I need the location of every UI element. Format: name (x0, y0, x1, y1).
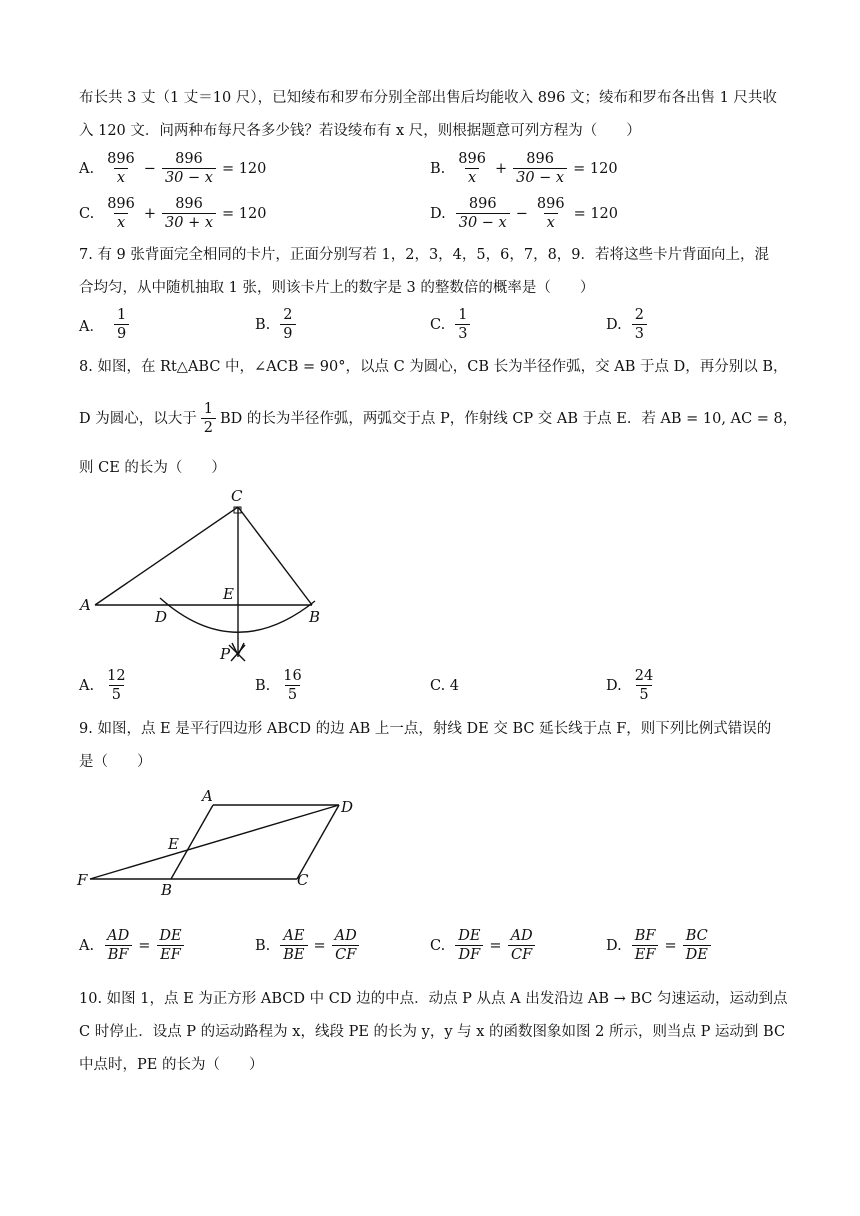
label-d: D (155, 608, 168, 626)
q7-option-d[interactable]: D. $\frac{2}{3}$ (606, 306, 649, 344)
q8-stem-line3: 则 CE 的长为（ ） (79, 460, 226, 476)
label-e: E (223, 585, 234, 603)
side-cb (238, 507, 312, 605)
q7-option-c[interactable]: C. $\frac{1}{3}$ (430, 306, 472, 344)
q6-option-a[interactable]: A. $\frac{896}{x}$ − $\frac{896}{30 - x}$ = 120 (79, 151, 267, 186)
label-b: B (309, 608, 321, 626)
q9-option-a[interactable]: A. $\frac{AD}{BF}$ = $\frac{DE}{EF}$ (79, 927, 187, 965)
q8-option-d[interactable]: D. $\frac{24}{5}$ (606, 668, 654, 703)
q6-stem-line1: 布长共 3 丈（1 丈＝10 尺），已知绫布和罗布分别全部出售后均能收入 896 文；绫布和罗布各出售 1 尺共收 (79, 90, 777, 106)
q8-option-b[interactable]: B. $\frac{16}{5}$ (255, 668, 302, 703)
label-c: C (297, 871, 309, 889)
side-ac (95, 507, 238, 605)
q9-option-d[interactable]: D. $\frac{BF}{EF}$ = $\frac{BC}{DE}$ (606, 927, 713, 965)
q8-stem-line1: 8. 如图，在 Rt△ABC 中，∠ACB = 90°，以点 C 为圆心，CB 长为半径作弧，交 AB 于点 D，再分别以 B， (79, 359, 788, 375)
label-a: A (80, 596, 91, 614)
q9-stem-line1: 9. 如图，点 E 是平行四边形 ABCD 的边 AB 上一点，射线 DE 交 BC 延长线于点 F，则下列比例式错误的 (79, 721, 772, 737)
label-f: F (77, 871, 88, 889)
q9-option-b[interactable]: B. $\frac{AE}{BE}$ = $\frac{AD}{CF}$ (255, 927, 362, 965)
q7-stem-line2: 合均匀，从中随机抽取 1 张，则该卡片上的数字是 3 的整数倍的概率是（ ） (79, 280, 595, 296)
label-d: D (341, 798, 354, 816)
q6-option-b[interactable]: B. $\frac{896}{x}$ + $\frac{896}{30 - x}$ = 120 (430, 151, 618, 186)
q9-parallelogram-figure (75, 785, 375, 900)
half-fraction: $\frac{1}{2}$ (201, 400, 216, 438)
q8-stem-line2: D 为圆心，以大于 $\frac{1}{2}$ BD 的长为半径作弧，两弧交于点 P，作射线 CP 交 AB 于点 E．若 AB = 10, AC = 8， (79, 401, 798, 436)
q10-stem-line3: 中点时，PE 的长为（ ） (79, 1057, 264, 1073)
label-a: A (202, 787, 213, 805)
q10-stem-line1: 10. 如图 1，点 E 为正方形 ABCD 中 CD 边的中点．动点 P 从点 A 出发沿边 AB → BC 匀速运动，运动到点 (79, 991, 788, 1007)
q8-triangle-figure (75, 485, 375, 665)
label-e: E (168, 835, 179, 853)
q8-option-a[interactable]: A. $\frac{12}{5}$ (79, 668, 126, 703)
label-p: P (220, 645, 231, 663)
q10-stem-line2: C 时停止．设点 P 的运动路程为 x，线段 PE 的长为 y，y 与 x 的函数图象如图 2 所示，则当点 P 运动到 BC (79, 1024, 786, 1040)
q7-option-b[interactable]: B. $\frac{2}{9}$ (255, 306, 298, 344)
q9-stem-line2: 是（ ） (79, 754, 152, 770)
label-c: C (231, 487, 243, 505)
q6-stem-line2: 入 120 文．问两种布每尺各多少钱？若设绫布有 x 尺，则根据题意可列方程为（ ） (79, 123, 641, 139)
ray-df (90, 805, 339, 879)
q6-option-d[interactable]: D. $\frac{896}{30 - x}$ − $\frac{896}{x}$ = 120 (430, 196, 618, 231)
q8-option-c[interactable]: C. 4 (430, 678, 460, 694)
q7-option-a[interactable]: A． $\frac{1}{9}$ (79, 306, 131, 344)
label-b: B (161, 881, 173, 899)
q6-option-c[interactable]: C. $\frac{896}{x}$ + $\frac{896}{30 + x}$ = 120 (79, 196, 267, 231)
q7-stem-line1: 7. 有 9 张背面完全相同的卡片，正面分别写若 1，2，3，4，5，6，7，8，9．若将这些卡片背面向上，混 (79, 247, 770, 263)
q9-option-c[interactable]: C. $\frac{DE}{DF}$ = $\frac{AD}{CF}$ (430, 927, 538, 965)
